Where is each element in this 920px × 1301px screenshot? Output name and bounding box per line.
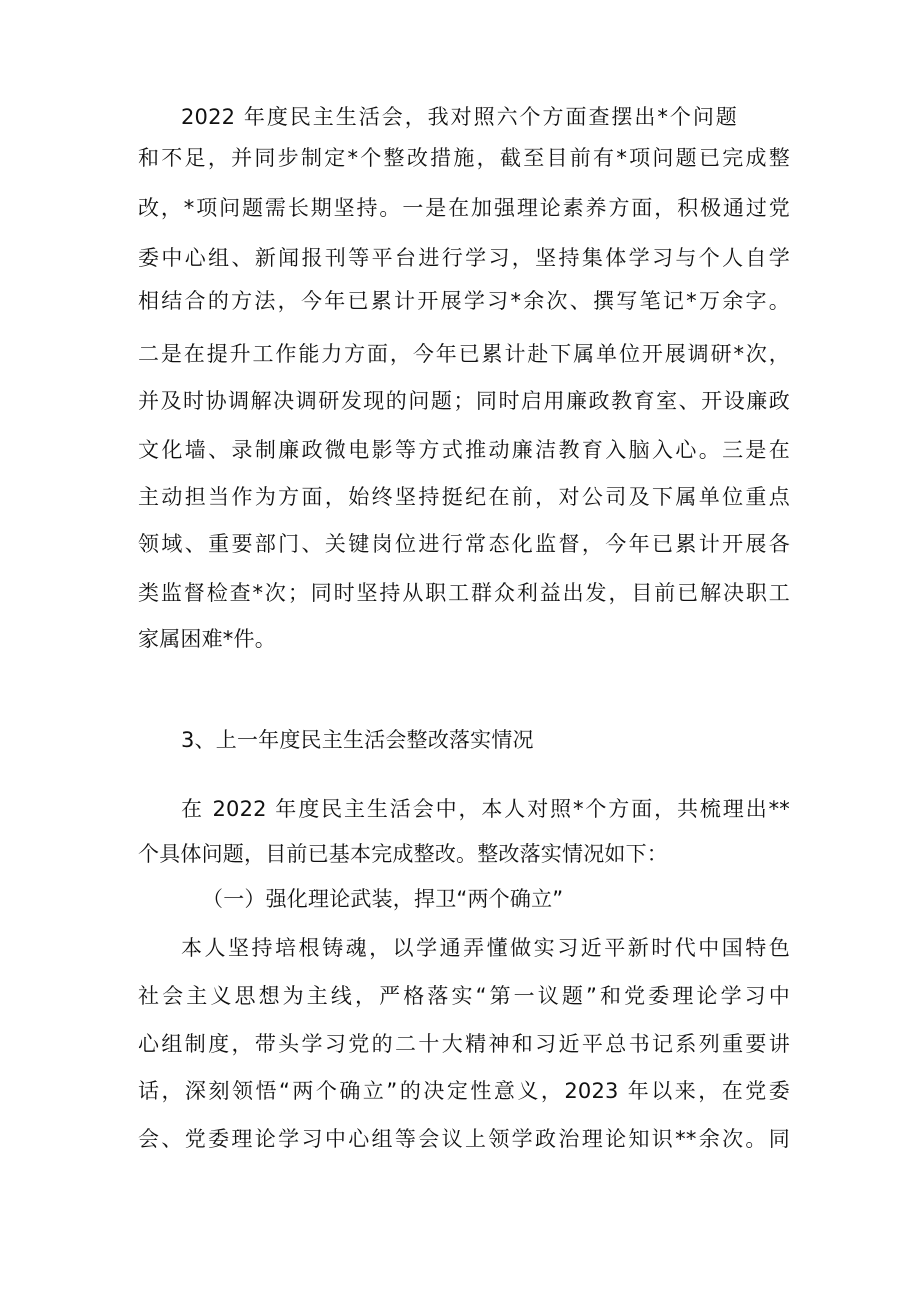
- paragraph-line: 和不足，并同步制定*个整改措施，截至目前有*项问题已完成整: [138, 146, 790, 170]
- paragraph-line: 领域、重要部门、关键岗位进行常态化监督，今年已累计开展各: [138, 532, 790, 556]
- paragraph-line: 并及时协调解决调研发现的问题；同时启用廉政教育室、开设廉政: [138, 389, 790, 413]
- paragraph-line: 委中心组、新闻报刊等平台进行学习，坚持集体学习与个人自学: [138, 246, 790, 270]
- paragraph-line: 个具体问题，目前已基本完成整改。整改落实情况如下：: [138, 842, 668, 866]
- paragraph-line: 类监督检查*次；同时坚持从职工群众利益出发，目前已解决职工: [138, 581, 790, 605]
- paragraph-line: 会、党委理论学习中心组等会议上领学政治理论知识**余次。同: [138, 1127, 790, 1151]
- section-heading: 3、上一年度民主生活会整改落实情况: [181, 728, 534, 752]
- paragraph-line: 心组制度，带头学习党的二十大精神和习近平总书记系列重要讲: [138, 1032, 790, 1056]
- paragraph-line: 社会主义思想为主线，严格落实“第一议题”和党委理论学习中: [138, 984, 790, 1008]
- paragraph-line: 2022 年度民主生活会，我对照六个方面查摆出*个问题: [181, 105, 737, 129]
- paragraph-line: 改，*项问题需长期坚持。一是在加强理论素养方面，积极通过党: [138, 196, 790, 220]
- paragraph-line: 本人坚持培根铸魂，以学通弄懂做实习近平新时代中国特色: [181, 936, 790, 960]
- paragraph-line: 家属困难*件。: [138, 627, 276, 651]
- paragraph-line: 话，深刻领悟“两个确立”的决定性意义，2023 年以来，在党委: [138, 1079, 790, 1103]
- paragraph-line: 二是在提升工作能力方面，今年已累计赴下属单位开展调研*次，: [138, 342, 790, 366]
- paragraph-line: 文化墙、录制廉政微电影等方式推动廉洁教育入脑入心。三是在: [138, 438, 790, 462]
- subheading: （一）强化理论武装，捍卫“两个确立”: [202, 887, 564, 911]
- paragraph-line: 在 2022 年度民主生活会中，本人对照*个方面，共梳理出**: [181, 797, 790, 821]
- paragraph-line: 相结合的方法，今年已累计开展学习*余次、撰写笔记*万余字。: [138, 289, 790, 313]
- paragraph-line: 主动担当作为方面，始终坚持挺纪在前，对公司及下属单位重点: [138, 485, 790, 509]
